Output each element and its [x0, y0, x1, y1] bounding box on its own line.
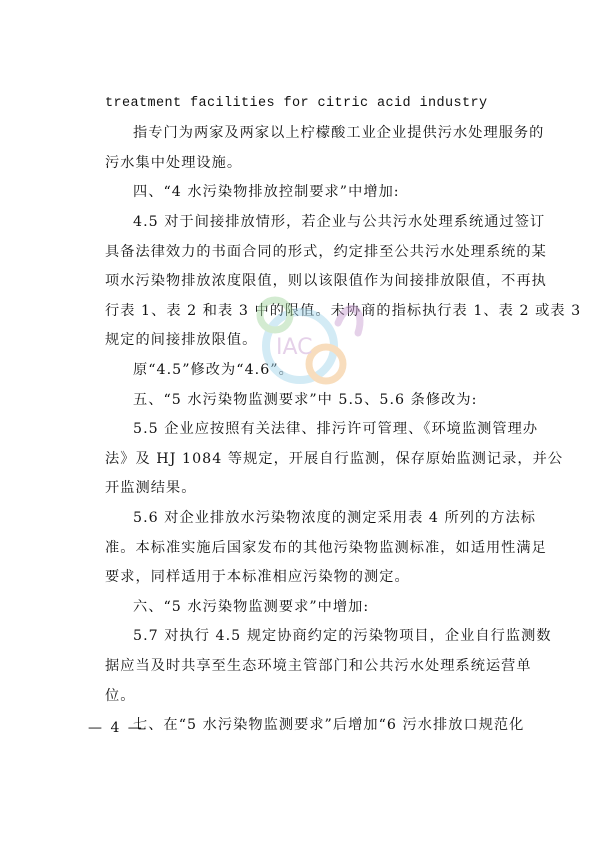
text-line: 行表 1、表 2 和表 3 中的限值。未协商的指标执行表 1、表 2 或表 3 — [105, 303, 582, 319]
text-line: 法》及 HJ 1084 等规定，开展自行监测，保存原始监测记录，并公 — [105, 451, 564, 467]
text-line: 项水污染物排放浓度限值，则以该限值作为间接排放限值，不再执 — [105, 273, 547, 289]
section-heading: 六、“5 水污染物监测要求”中增加: — [133, 599, 370, 615]
text-line: 准。本标准实施后国家发布的其他污染物监测标准，如适用性满足 — [105, 540, 547, 556]
text-line: 5.6 对企业排放水污染物浓度的测定采用表 4 所列的方法标 — [133, 510, 536, 526]
section-heading: 四、“4 水污染物排放控制要求”中增加: — [133, 184, 400, 200]
text-line: 据应当及时共享至生态环境主管部门和公共污水处理系统运营单 — [105, 658, 532, 674]
text-line: 原“4.5”修改为“4.6”。 — [133, 362, 294, 378]
section-heading: 五、“5 水污染物监测要求”中 5.5、5.6 条修改为: — [133, 392, 478, 408]
text-line: 具备法律效力的书面合同的形式，约定排至公共污水处理系统的某 — [105, 244, 547, 260]
text-line: 4.5 对于间接排放情形，若企业与公共污水处理系统通过签订 — [133, 214, 546, 230]
page-number: — 4 — — [88, 720, 144, 736]
section-heading: 七、在“5 水污染物监测要求”后增加“6 污水排放口规范化 — [133, 717, 525, 733]
text-line: 规定的间接排放限值。 — [105, 332, 258, 348]
text-line: 开监测结果。 — [105, 480, 197, 496]
text-line: 污水集中处理设施。 — [105, 155, 243, 171]
text-line: treatment facilities for citric acid industry — [105, 96, 488, 111]
text-line: 位。 — [105, 688, 136, 704]
watermark-text: IAC — [276, 335, 313, 360]
watermark-logo — [248, 288, 373, 393]
text-line: 5.5 企业应按照有关法律、排污许可管理、《环境监测管理办 — [133, 421, 539, 437]
text-line: 要求，同样适用于本标准相应污染物的测定。 — [105, 569, 410, 585]
text-line: 指专门为两家及两家以上柠檬酸工业企业提供污水处理服务的 — [133, 125, 545, 141]
text-line: 5.7 对执行 4.5 规定协商约定的污染物项目，企业自行监测数 — [133, 628, 552, 644]
